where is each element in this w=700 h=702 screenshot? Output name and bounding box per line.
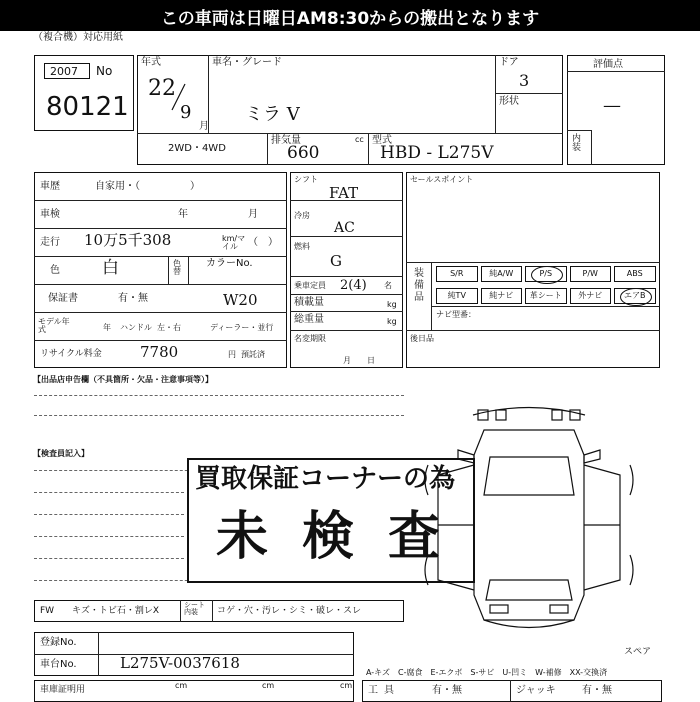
equipment-label: 装備品: [414, 268, 424, 303]
equipment-circle: [531, 266, 563, 284]
door-label: ドア: [499, 57, 519, 68]
accessories-label: 後日品: [410, 334, 434, 343]
capacity-value: 2(4): [340, 278, 367, 293]
exhibitor-notes-label: 【出品店申告欄（不具箇所・欠品・注意事項等）】: [33, 375, 213, 384]
recycle-note: 預託済: [241, 350, 265, 359]
shape-label: 形状: [499, 96, 519, 107]
capacity-unit: 名: [384, 281, 392, 290]
door-value: 3: [519, 71, 530, 90]
equipment-item: 革シート: [529, 291, 562, 300]
equipment-item: S/R: [450, 269, 464, 278]
cc-label: cc: [355, 135, 364, 144]
capacity-label: 乗車定員: [294, 281, 326, 290]
year-label: 年式: [141, 57, 161, 68]
mileage-units: km/マイル: [222, 234, 246, 251]
recycle-label: リサイクル料金: [40, 349, 102, 359]
color-label: 色: [50, 265, 60, 276]
handle-label: ハンドル: [120, 323, 152, 332]
equipment-item: P/S: [539, 269, 553, 278]
seat-label: シート内装: [184, 601, 205, 616]
cert-cm-1: cm: [175, 681, 188, 690]
navi-label: ナビ型番：: [436, 310, 476, 319]
jack-label: ジャッキ: [516, 685, 556, 696]
warranty-value: 有・無: [118, 293, 148, 304]
equipment-item: 純TV: [447, 291, 466, 300]
equipment-item: P/W: [582, 269, 598, 278]
memo-unit: 月日: [343, 356, 391, 365]
model-label: 型式: [372, 135, 392, 146]
spare-label: スペア: [624, 647, 652, 657]
color-no-value: W20: [223, 291, 258, 309]
color-no-label: カラーNo.: [206, 258, 253, 269]
lot-no-label: No: [96, 64, 113, 78]
lot-number: 80121: [46, 92, 129, 122]
damage-legend: A-キズ C-腐食 E-エクボ S-サビ U-凹ミ W-補修 XX-交換済: [366, 668, 608, 677]
cert-cm-2: cm: [262, 681, 275, 690]
seat-items: コゲ・穴・汚レ・シミ・破レ・スレ: [217, 606, 362, 616]
mileage-label: 走行: [40, 237, 60, 248]
fw-label: FW: [40, 606, 55, 616]
year-value: 22: [148, 76, 176, 101]
memo-label: 名変期限: [294, 334, 326, 343]
details-box: [34, 172, 287, 368]
stamp-line1: 買取保証コーナーの為: [195, 464, 456, 494]
history-label: 車歴: [40, 181, 60, 192]
name-value: ミラ V: [245, 104, 300, 125]
rating-label: 評価点: [593, 59, 623, 70]
handle-value: 左・右: [157, 323, 181, 332]
stamp-line2: 未検査: [216, 507, 475, 567]
jack-value: 有・無: [582, 685, 612, 696]
chassis-label: 車台No.: [40, 659, 77, 670]
fuel-value: G: [330, 252, 342, 270]
gross-label: 総重量: [294, 314, 324, 325]
paint-label: 色替: [173, 259, 181, 276]
displacement-value: 660: [287, 143, 320, 163]
inspection-label: 車検: [40, 209, 60, 220]
cert-cm-3: cm: [340, 681, 353, 690]
fw-items: キズ・トビ石・割レX: [72, 606, 159, 616]
banner-text: この車両は日曜日AM8:30からの搬出となります: [160, 9, 540, 29]
date-slash: [148, 76, 200, 123]
cert-label: 車庫証明用: [40, 685, 86, 695]
form-title: （複合機）対応用紙: [33, 32, 123, 43]
mileage-value: 10万5千308: [84, 231, 172, 249]
displacement-label: 排気量: [271, 135, 301, 146]
drive-label: 2WD・4WD: [168, 143, 226, 154]
name-label: 車名・グレード: [212, 57, 282, 68]
dealer-label: ディーラー・並行: [210, 323, 274, 332]
equipment-circle: [620, 288, 652, 306]
tools-label: 工具: [368, 685, 400, 696]
month-label: 月: [199, 121, 209, 132]
recycle-value: 7780: [140, 343, 179, 361]
tools-box: [362, 680, 662, 702]
model-value: HBD - L275V: [380, 143, 494, 163]
equipment-item: 純A/W: [489, 269, 514, 278]
rating-value: —: [603, 95, 621, 116]
shift-label: シフト: [294, 175, 318, 184]
chassis-value: L275V-0037618: [120, 654, 240, 672]
tools-value: 有・無: [432, 685, 462, 696]
reg-no-label: 登録No.: [40, 637, 77, 648]
equipment-item: 外ナビ: [578, 291, 603, 300]
fuel-label: 燃料: [294, 242, 310, 251]
car-diagram: [418, 395, 640, 635]
inspector-label: 【検査員記入】: [33, 449, 89, 458]
mileage-paren: （ ）: [248, 237, 278, 248]
recycle-unit: 円: [228, 350, 236, 359]
inspection-month: 月: [248, 209, 258, 220]
color-value: 白: [102, 258, 119, 278]
ac-value: AC: [334, 220, 355, 236]
ac-label: 冷房: [294, 211, 310, 220]
model-year-unit: 年: [103, 323, 111, 332]
gross-unit: kg: [387, 317, 397, 326]
load-unit: kg: [387, 300, 397, 309]
equipment-item: ABS: [626, 269, 643, 278]
shift-value: FAT: [329, 184, 359, 202]
equipment-item: 純ナビ: [489, 291, 514, 300]
sales-point-label: セールスポイント: [410, 175, 474, 184]
warranty-label: 保証書: [48, 293, 78, 304]
inspection-year: 年: [178, 209, 188, 220]
interior-label: 内装: [572, 134, 582, 153]
load-label: 積載量: [294, 297, 324, 308]
equipment-item: エアB: [624, 291, 646, 300]
lot-year: 2007: [50, 65, 78, 78]
history-value: 自家用・（ ）: [95, 181, 200, 192]
model-year-label: モデル年式: [38, 317, 70, 334]
month-value: 9: [180, 102, 192, 123]
